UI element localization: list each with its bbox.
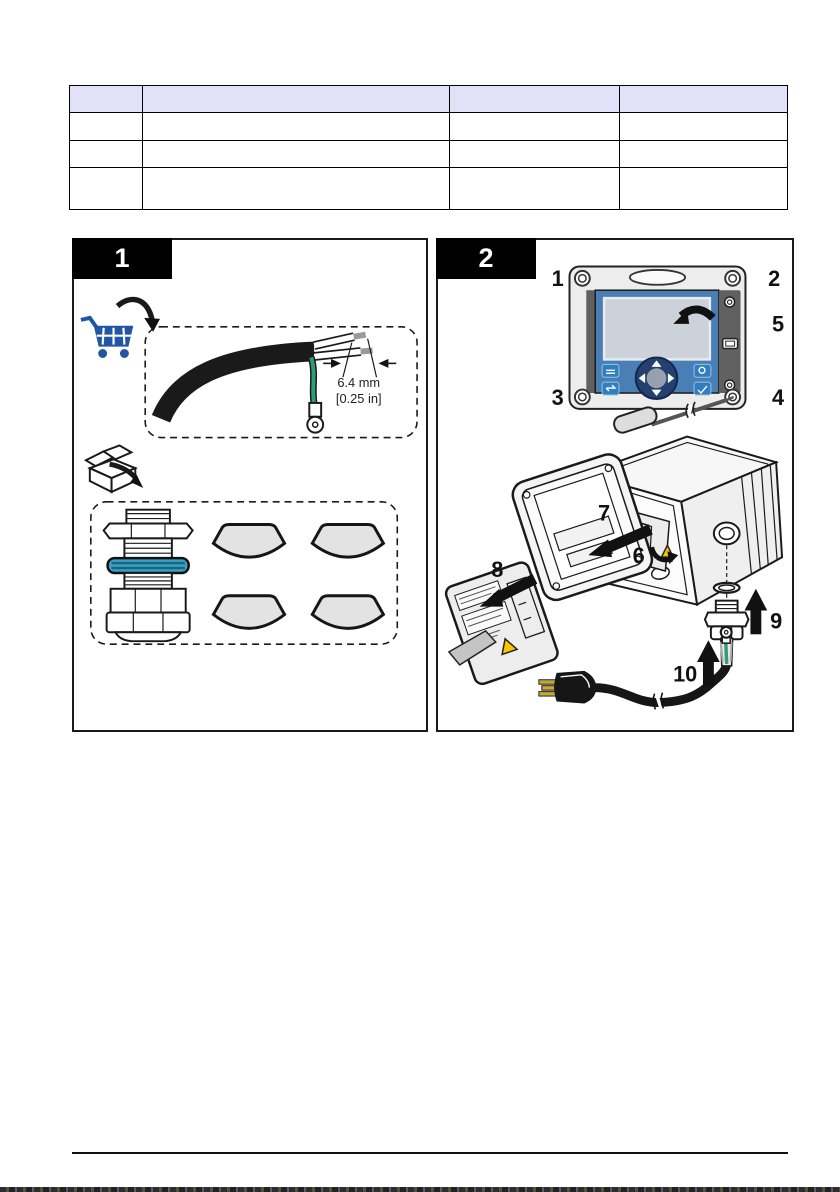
table-cell [143, 141, 450, 168]
callout-3: 3 [551, 384, 564, 410]
connector-icon [723, 339, 738, 349]
fittings-panel [91, 502, 397, 644]
table-row [70, 141, 788, 168]
figure-2-number-tab [436, 238, 536, 279]
stripped-wires [314, 335, 372, 357]
table-header-row [70, 86, 788, 113]
sealing-plug-drawing [213, 525, 383, 629]
figure-1-number: 1 [114, 243, 130, 273]
figure-2-artwork [438, 240, 788, 726]
table-cell [70, 141, 143, 168]
table-header-cell [620, 86, 788, 113]
table-cell [70, 113, 143, 141]
cable-jacket [161, 352, 314, 419]
figure-step-1 [72, 238, 428, 732]
home-button-icon [694, 364, 711, 377]
callout-10: 10 [673, 661, 698, 687]
table-row [70, 113, 788, 141]
figure-1-number-tab [72, 238, 172, 279]
table-cell [450, 113, 620, 141]
enter-button-icon [694, 382, 711, 395]
table-cell [450, 168, 620, 210]
shopping-cart-icon [81, 318, 133, 358]
callout-8: 8 [491, 556, 504, 582]
figure-step-2 [436, 238, 794, 732]
callout-6: 6 [632, 543, 645, 569]
gasket-ring [108, 558, 189, 573]
ground-wire [307, 357, 323, 432]
stripped-cable-panel [145, 327, 417, 438]
table-cell [143, 168, 450, 210]
callout-7: 7 [598, 500, 611, 526]
table-header-cell [450, 86, 620, 113]
callout-9: 9 [770, 608, 783, 634]
callout-1: 1 [551, 266, 564, 292]
footer-rule [72, 1152, 788, 1154]
controller-front-panel-drawing [569, 266, 745, 408]
plug-prong-icon [539, 692, 556, 696]
table-cell [620, 141, 788, 168]
scan-artifact-strip [0, 1187, 840, 1192]
screw-icon [575, 390, 590, 405]
screw-icon [725, 271, 740, 286]
cable-gland-drawing [104, 510, 193, 641]
screw-icon [575, 271, 590, 286]
callout-5: 5 [772, 311, 785, 337]
table-cell [620, 168, 788, 210]
label-window [630, 270, 685, 285]
table-cell [620, 113, 788, 141]
figure-2-number: 2 [478, 243, 494, 273]
parts-table [69, 85, 788, 210]
table-cell [143, 113, 450, 141]
dimension-metric: 6.4 mm [337, 375, 381, 391]
callout-9-arrow [744, 589, 767, 634]
dimension-imperial: [0.25 in] [335, 390, 382, 406]
table-header-cell [143, 86, 450, 113]
plug-prong-icon [542, 686, 555, 690]
figure-1-artwork [74, 240, 422, 726]
table-cell [70, 168, 143, 210]
callout-2: 2 [768, 266, 781, 292]
open-box-icon [86, 445, 143, 491]
table-cell [450, 141, 620, 168]
plug-prong-icon [539, 680, 556, 684]
stripped-cord-end [721, 627, 733, 666]
table-header-cell [70, 86, 143, 113]
table-row [70, 168, 788, 210]
side-screw-icon [725, 380, 735, 390]
ring-terminal [721, 627, 732, 638]
gland-boss [714, 523, 740, 545]
side-screw-icon [725, 297, 735, 307]
callout-4: 4 [772, 384, 785, 410]
